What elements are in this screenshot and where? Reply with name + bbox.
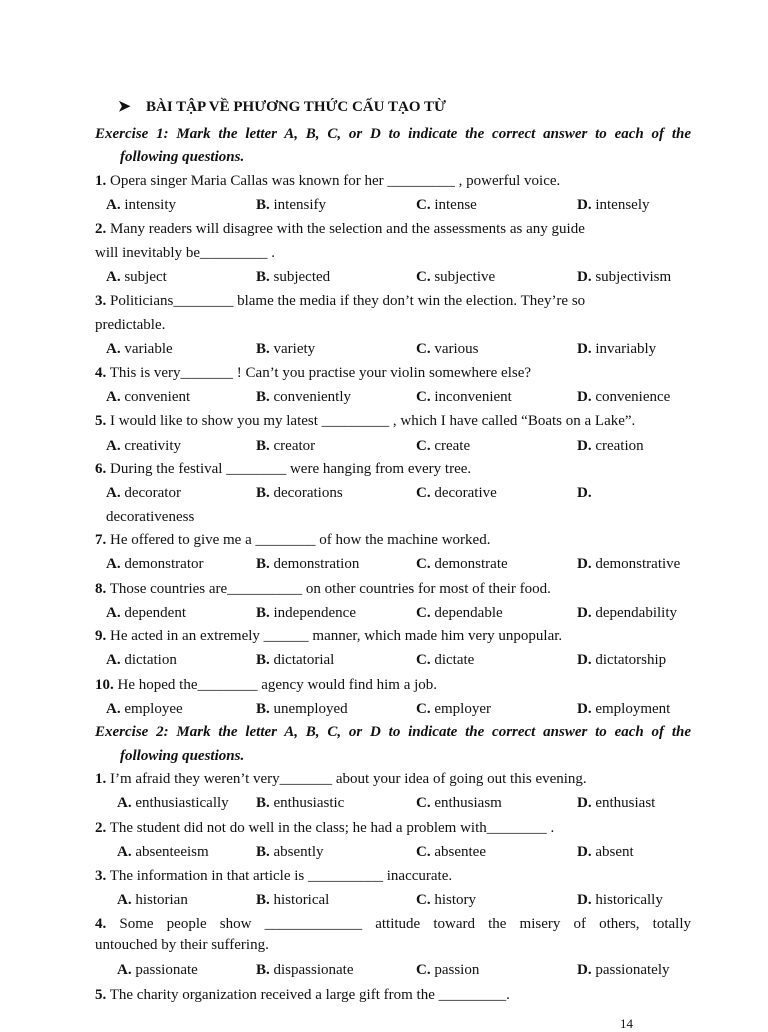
option-c[interactable]: C. absentee (416, 844, 486, 860)
option-a[interactable]: A. dictation (106, 652, 177, 668)
option-a[interactable]: A. creativity (106, 438, 181, 454)
option-c[interactable]: C. history (416, 892, 477, 908)
option-b[interactable]: B. absently (256, 844, 324, 860)
option-a[interactable]: A. absenteeism (117, 844, 209, 860)
option-d[interactable]: D. intensely (577, 197, 650, 213)
option-b[interactable]: B. decorations (256, 485, 343, 501)
question-2-1: 1. I’m afraid they weren’t very_______ about your idea of going out this evening. (95, 771, 587, 787)
option-a[interactable]: A. variable (106, 341, 173, 357)
option-c[interactable]: C. intense (416, 197, 477, 213)
option-c[interactable]: C. employer (416, 701, 491, 717)
question-2-3: 3. The information in that article is __________ inaccurate. (95, 868, 453, 884)
option-c[interactable]: C. various (416, 341, 479, 357)
question-2-4-cont: untouched by their suffering. (95, 937, 269, 953)
option-c[interactable]: C. inconvenient (416, 389, 512, 405)
worksheet-title: ➤ BÀI TẬP VỀ PHƯƠNG THỨC CẤU TẠO TỪ (118, 99, 446, 115)
exercise-2-instruction: Exercise 2: Mark the letter A, B, C, or D to indicate the correct answer to each of the (95, 724, 691, 740)
option-b[interactable]: B. subjected (256, 269, 331, 285)
option-b[interactable]: B. enthusiastic (256, 795, 345, 811)
option-c[interactable]: C. decorative (416, 485, 497, 501)
option-c[interactable]: C. enthusiasm (416, 795, 502, 811)
option-c[interactable]: C. create (416, 438, 471, 454)
option-b[interactable]: B. conveniently (256, 389, 351, 405)
option-c[interactable]: C. dependable (416, 605, 503, 621)
option-d[interactable]: D. enthusiast (577, 795, 656, 811)
option-b[interactable]: B. creator (256, 438, 316, 454)
question-1-6: 6. During the festival ________ were hanging from every tree. (95, 461, 472, 477)
option-d[interactable]: D. creation (577, 438, 644, 454)
option-d[interactable]: D. historically (577, 892, 663, 908)
option-a[interactable]: A. decorator (106, 485, 181, 501)
option-a[interactable]: A. demonstrator (106, 556, 204, 572)
option-d-text[interactable]: decorativeness (106, 509, 195, 525)
option-a[interactable]: A. historian (117, 892, 188, 908)
question-1-1: 1. Opera singer Maria Callas was known for her _________ , powerful voice. (95, 173, 561, 189)
question-1-2: 2. Many readers will disagree with the selection and the assessments as any guide (95, 221, 585, 237)
option-b[interactable]: B. variety (256, 341, 316, 357)
option-c[interactable]: C. dictate (416, 652, 475, 668)
question-1-10: 10. He hoped the________ agency would find him a job. (95, 677, 438, 693)
option-a[interactable]: A. employee (106, 701, 183, 717)
option-b[interactable]: B. historical (256, 892, 330, 908)
question-2-2: 2. The student did not do well in the class; he had a problem with________ . (95, 820, 555, 836)
option-c[interactable]: C. demonstrate (416, 556, 508, 572)
option-b[interactable]: B. dispassionate (256, 962, 354, 978)
question-1-3: 3. Politicians________ blame the media if they don’t win the election. They’re so (95, 293, 586, 309)
exercise-1-instruction: Exercise 1: Mark the letter A, B, C, or D to indicate the correct answer to each of the (95, 126, 691, 142)
option-d[interactable]: D. passionately (577, 962, 670, 978)
question-1-8: 8. Those countries are__________ on other countries for most of their food. (95, 581, 551, 597)
question-1-3-cont: predictable. (95, 317, 166, 333)
arrow-bullet-icon: ➤ (118, 99, 131, 115)
exercise-1-instruction-cont: following questions. (120, 149, 245, 165)
option-c[interactable]: C. passion (416, 962, 480, 978)
question-1-9: 9. He acted in an extremely ______ manner, which made him very unpopular. (95, 628, 563, 644)
option-d[interactable]: D. absent (577, 844, 634, 860)
exercise-2-instruction-cont: following questions. (120, 748, 245, 764)
question-2-5: 5. The charity organization received a large gift from the _________. (95, 987, 510, 1003)
option-a[interactable]: A. passionate (117, 962, 198, 978)
option-b[interactable]: B. demonstration (256, 556, 360, 572)
option-b[interactable]: B. unemployed (256, 701, 348, 717)
question-1-5: 5. I would like to show you my latest _________ , which I have called “Boats on a Lake”. (95, 413, 636, 429)
question-2-4: 4. Some people show _____________ attitude toward the misery of others, totally (95, 916, 691, 932)
option-a[interactable]: A. enthusiastically (117, 795, 229, 811)
question-1-4: 4. This is very_______ ! Can’t you practise your violin somewhere else? (95, 365, 532, 381)
option-b[interactable]: B. intensify (256, 197, 327, 213)
option-a[interactable]: A. subject (106, 269, 167, 285)
page-number: 14 (620, 1016, 633, 1031)
option-d[interactable]: D. (577, 485, 592, 501)
option-d[interactable]: D. convenience (577, 389, 671, 405)
option-d[interactable]: D. subjectivism (577, 269, 672, 285)
option-a[interactable]: A. intensity (106, 197, 177, 213)
option-a[interactable]: A. convenient (106, 389, 191, 405)
option-d[interactable]: D. dictatorship (577, 652, 667, 668)
option-d[interactable]: D. invariably (577, 341, 657, 357)
option-b[interactable]: B. dictatorial (256, 652, 335, 668)
option-d[interactable]: D. demonstrative (577, 556, 681, 572)
option-c[interactable]: C. subjective (416, 269, 496, 285)
question-1-2-cont: will inevitably be_________ . (95, 245, 275, 261)
option-a[interactable]: A. dependent (106, 605, 186, 621)
option-d[interactable]: D. dependability (577, 605, 677, 621)
option-b[interactable]: B. independence (256, 605, 356, 621)
question-1-7: 7. He offered to give me a ________ of how the machine worked. (95, 532, 491, 548)
option-d[interactable]: D. employment (577, 701, 671, 717)
